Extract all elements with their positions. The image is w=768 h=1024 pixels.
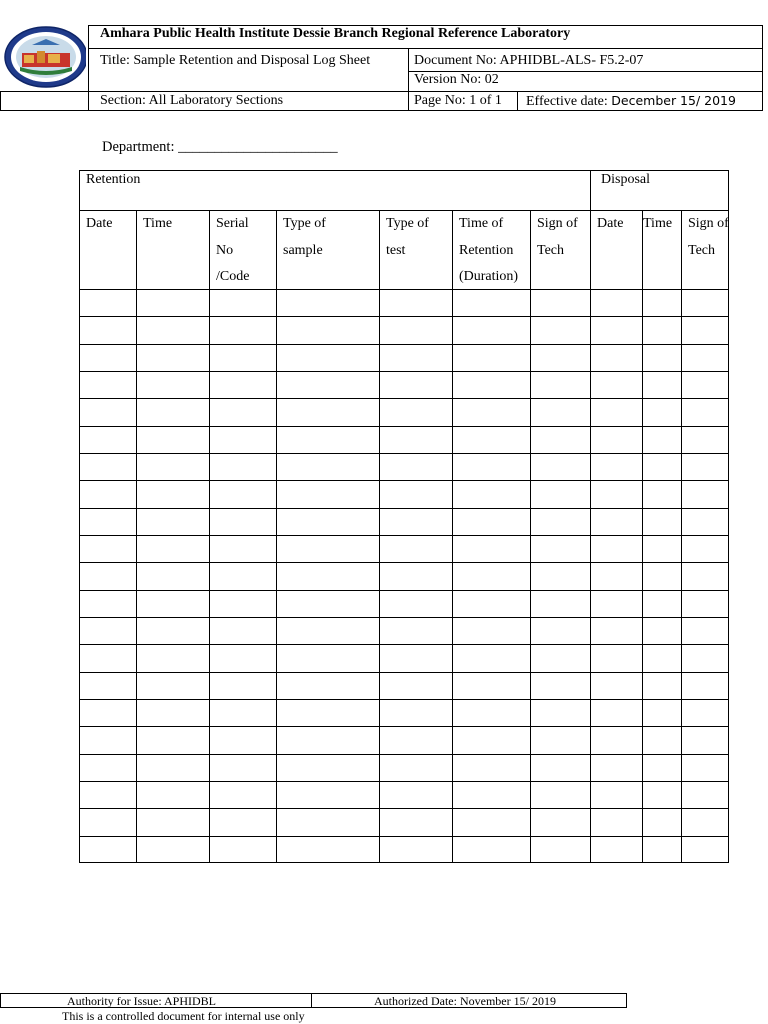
footer-box [0,993,627,1008]
table-row[interactable] [79,672,729,699]
column-header-text: Sign of [537,216,578,231]
table-row[interactable] [79,644,729,671]
column-header-text: Retention [459,242,514,258]
column-header-text: sample [283,242,323,258]
column-header-text: test [386,242,406,258]
effective-date-value: December 15/ 2019 [611,93,736,108]
page-number: Page No: 1 of 1 [414,93,502,108]
table-row[interactable] [79,781,729,808]
column-header-text: Time [143,216,173,231]
column-header-text: Serial [216,216,249,231]
effective-date-label: Effective date: [526,94,608,109]
column-header-text: Tech [688,242,716,258]
table-row[interactable] [79,535,729,562]
table-row[interactable] [79,289,729,316]
table-row[interactable] [79,562,729,589]
column-header-text: Time [643,216,673,231]
table-row[interactable] [79,453,729,480]
column-header-text: Time of [459,216,504,231]
table-row[interactable] [79,480,729,507]
organization-name: Amhara Public Health Institute Dessie Branch Regional Reference Laboratory [100,26,571,41]
disposal-group-header: Disposal [601,172,650,187]
column-header-text: Date [597,216,624,231]
table-row[interactable] [79,808,729,835]
table-row[interactable] [79,699,729,726]
table-row[interactable] [79,371,729,398]
grid-line [79,170,729,171]
department-field[interactable] [102,139,338,155]
retention-disposal-log-table [79,170,729,863]
table-row[interactable] [79,398,729,425]
column-header-text: Type of [283,216,326,231]
column-header-text: /Code [216,269,250,284]
authorized-date: Authorized Date: November 15/ 2019 [374,994,556,1008]
department-label: Department: [102,139,175,155]
document-title: Title: Sample Retention and Disposal Log Sheet [100,53,371,68]
column-header-text: Sign of [688,216,729,231]
document-number: Document No: APHIDBL-ALS- F5.2-07 [414,53,644,68]
table-row[interactable] [79,426,729,453]
institute-seal-logo [2,25,86,89]
column-header-text: No [216,242,234,258]
retention-group-header: Retention [86,172,141,187]
table-row[interactable] [79,590,729,617]
column-header-text: (Duration) [459,269,519,284]
column-header-text: Type of [386,216,429,231]
table-row[interactable] [79,508,729,535]
table-row[interactable] [79,726,729,753]
section-label: Section: All Laboratory Sections [100,93,284,108]
table-row[interactable] [79,836,729,863]
table-row[interactable] [79,754,729,781]
controlled-document-note: This is a controlled document for internal use only [62,1009,305,1023]
table-row[interactable] [79,344,729,371]
table-row[interactable] [79,617,729,644]
department-blank[interactable]: ______________________ [178,139,338,155]
authority-for-issue: Authority for Issue: APHIDBL [67,994,216,1008]
column-header-text: Date [86,216,113,231]
version-number: Version No: 02 [414,72,499,87]
column-header-text: Tech [537,242,565,258]
table-row[interactable] [79,316,729,343]
